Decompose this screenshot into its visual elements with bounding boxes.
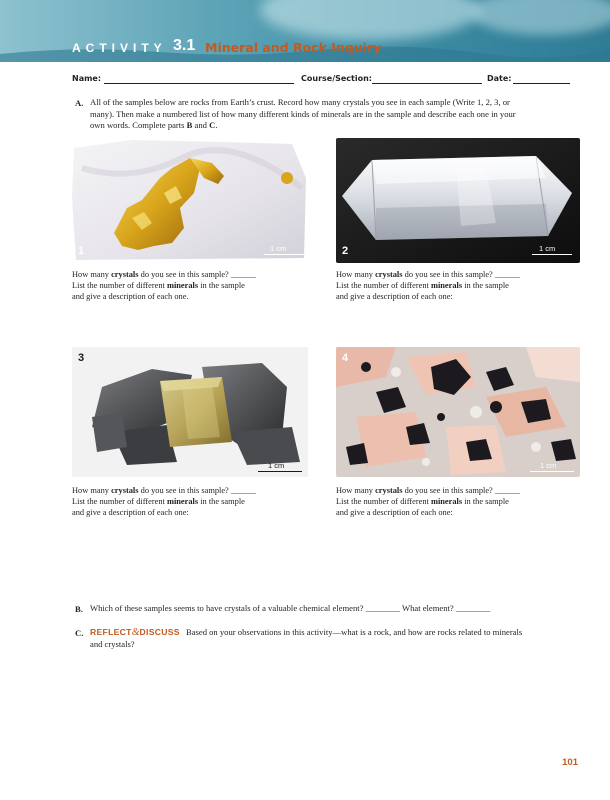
sample-photo-2 (336, 138, 580, 263)
part-a-line: All of the samples below are rocks from Earth’s crust. Record how many crystals you see in each sample (Write 1, 2, 3, or (90, 97, 510, 107)
sample-1-questions (72, 269, 302, 302)
scale-label: 1 cm (539, 244, 556, 253)
part-a-instructions (90, 97, 580, 132)
course-label: Course/Section: (301, 74, 373, 83)
date-label: Date: (487, 74, 512, 83)
reflect-label: REFLECT (90, 627, 132, 637)
part-c-question (90, 627, 580, 650)
scale-bar (258, 471, 302, 472)
description-question: and give a description of each one: (336, 508, 453, 517)
discuss-label: DISCUSS (139, 627, 180, 637)
galena-cubes-image (72, 347, 308, 477)
page-number: 101 (562, 757, 578, 768)
sample-number: 1 (78, 245, 85, 257)
sample-2-questions (336, 269, 566, 302)
scale-label: 1 cm (540, 461, 557, 470)
part-c-letter: C. (75, 628, 84, 638)
scale-bar (264, 254, 304, 255)
part-c-line: and crystals? (90, 638, 135, 649)
ampersand: & (131, 627, 140, 638)
part-c-line: REFLECT&DISCUSS Based on your observations in this activity—what is a rock, and how are rocks related to minerals (90, 627, 523, 638)
activity-title: Mineral and Rock Inquiry (205, 40, 382, 55)
crystals-question: How many crystals do you see in this sample? ______ (336, 270, 520, 279)
minerals-question: List the number of different minerals in the sample (336, 497, 509, 506)
sample-number: 3 (78, 352, 85, 364)
granite-image (336, 347, 580, 477)
student-info-row (72, 74, 572, 88)
scale-label: 1 cm (270, 244, 287, 253)
part-a-line: many). Then make a numbered list of how many different kinds of minerals are in the sample and describe each one in your (90, 108, 516, 119)
date-field[interactable] (513, 83, 570, 84)
sample-4-questions (336, 485, 566, 518)
part-b-question: Which of these samples seems to have crystals of a valuable chemical element? ________ What element? ________ (90, 603, 491, 613)
crystals-question: How many crystals do you see in this sample? ______ (336, 486, 520, 495)
crystals-question: How many crystals do you see in this sample? ______ (72, 270, 256, 279)
minerals-question: List the number of different minerals in the sample (336, 281, 509, 290)
name-field[interactable] (104, 83, 294, 84)
minerals-question: List the number of different minerals in the sample (72, 281, 245, 290)
scale-bar (532, 254, 572, 255)
sample-3-questions (72, 485, 302, 518)
part-b-letter: B. (75, 604, 83, 614)
banner-highlight (260, 0, 480, 40)
scale-label: 1 cm (268, 461, 285, 470)
activity-number: 3.1 (173, 37, 196, 54)
description-question: and give a description of each one: (72, 508, 189, 517)
description-question: and give a description of each one. (72, 292, 189, 301)
course-field[interactable] (372, 83, 482, 84)
description-question: and give a description of each one: (336, 292, 453, 301)
banner-highlight (470, 0, 610, 35)
minerals-question: List the number of different minerals in the sample (72, 497, 245, 506)
crystals-question: How many crystals do you see in this sample? ______ (72, 486, 256, 495)
sample-photo-4 (336, 347, 580, 477)
sample-photo-1 (72, 138, 308, 263)
sample-number: 4 (342, 352, 349, 364)
sample-number: 2 (342, 245, 349, 257)
scale-bar (530, 471, 574, 472)
sample-photo-3 (72, 347, 308, 477)
part-a-letter: A. (75, 98, 84, 108)
part-a-line: own words. Complete parts B and C. (90, 120, 218, 130)
name-label: Name: (72, 74, 102, 83)
activity-label: ACTIVITY (72, 41, 167, 55)
